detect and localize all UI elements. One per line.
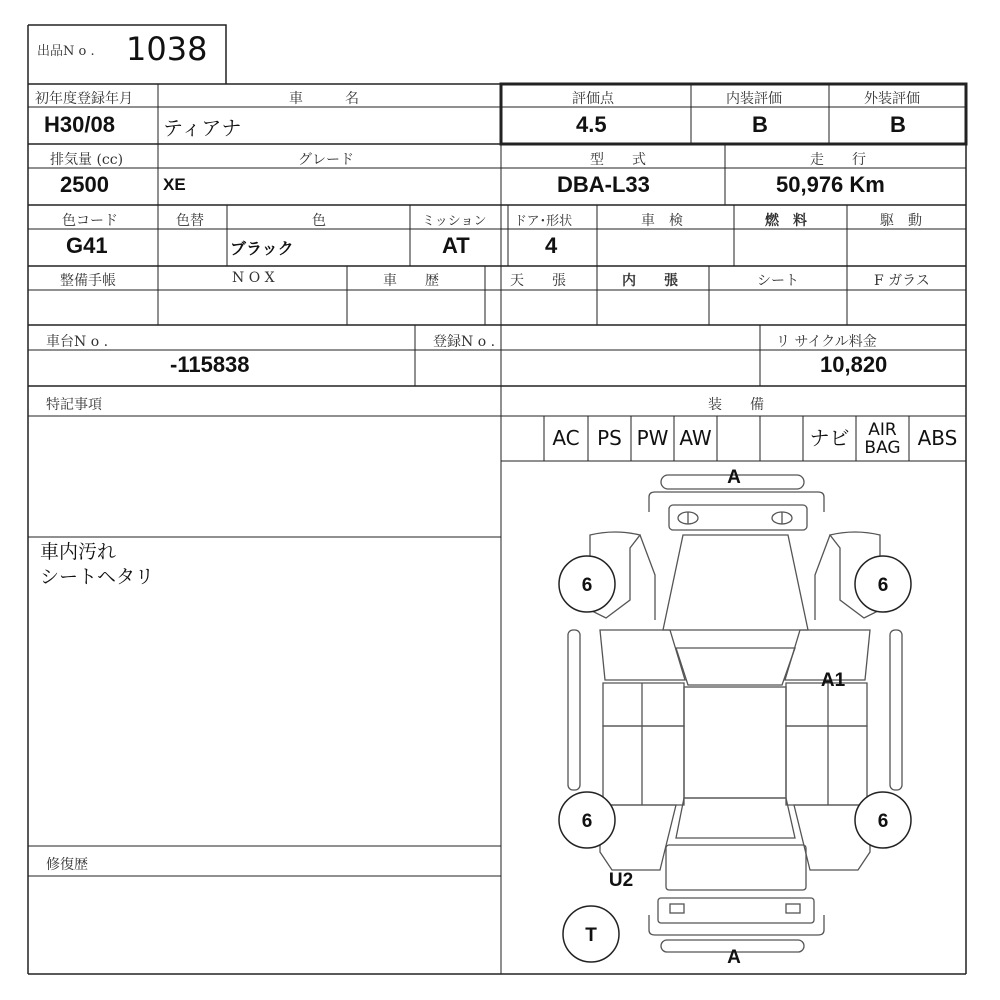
registration-number-label: 登録N o . — [433, 334, 496, 350]
trunk-lid — [666, 845, 806, 890]
displacement-label: 排気量 (cc) — [50, 152, 124, 168]
mark-tire-front-left: 6 — [581, 575, 593, 596]
left-rear-door — [603, 726, 684, 805]
left-front-door — [603, 683, 684, 726]
right-rear-door — [786, 726, 867, 805]
color-value: ブラック — [230, 239, 294, 258]
equipment-item: ナビ — [809, 426, 850, 450]
mileage-value: 50,976 Km — [776, 172, 885, 197]
mark-tire-rear-right: 6 — [877, 811, 889, 832]
rear-panel — [658, 898, 814, 923]
equipment-item: ABS — [917, 426, 958, 450]
right-side-sill — [890, 630, 902, 790]
equipment-item: PW — [636, 426, 669, 450]
registration-year-value: H30/08 — [44, 112, 115, 137]
lot-number: 1038 — [126, 30, 208, 68]
headliner-label: 天 張 — [510, 273, 566, 289]
registration-year-label: 初年度登録年月 — [35, 91, 133, 107]
equipment-item: PS — [597, 426, 622, 450]
color-code-label: 色コード — [62, 213, 118, 229]
mark-right-door: A1 — [820, 670, 846, 691]
model-label: 型 式 — [590, 152, 646, 168]
vehicle-history-label: 車 歴 — [383, 273, 439, 289]
windshield-label: F ガラス — [874, 273, 930, 289]
rear-left-lamp — [670, 904, 684, 913]
car-name-label: 車 名 — [289, 91, 359, 107]
front-bumper — [649, 492, 824, 512]
equipment-item: AIR BAG — [864, 419, 901, 458]
repaint-label: 色替 — [176, 213, 204, 229]
seat-label: シート — [757, 273, 799, 289]
car-name-value: ティアナ — [163, 116, 242, 140]
color-code-value: G41 — [66, 233, 108, 258]
equipment-label: 装 備 — [708, 397, 764, 413]
exterior-rating-label: 外装評価 — [864, 91, 920, 107]
mark-rear-left-quarter: U2 — [608, 870, 634, 891]
equipment-item: AC — [552, 426, 580, 450]
recycle-fee-label: リ サイクル料金 — [776, 334, 877, 350]
equipment-item: AW — [679, 426, 712, 450]
fuel-label: 燃 料 — [765, 213, 807, 229]
grade-value: XE — [163, 175, 186, 194]
rear-right-lamp — [786, 904, 800, 913]
model-value: DBA-L33 — [557, 172, 650, 197]
nox-label: N O X — [232, 270, 275, 286]
lot-number-label: 出品N o . — [37, 44, 95, 59]
score-value: 4.5 — [576, 112, 607, 137]
mark-tire-front-right: 6 — [877, 575, 889, 596]
exterior-rating-value: B — [890, 112, 906, 137]
rear-window — [676, 798, 795, 838]
hood — [663, 535, 808, 630]
roof — [684, 687, 786, 798]
left-a-pillar — [600, 630, 685, 680]
mark-rear-bottom: A — [727, 947, 741, 968]
doors-label: ドア･形状 — [514, 214, 573, 229]
transmission-label: ミッション — [422, 214, 487, 229]
inspection-label: 車 検 — [641, 213, 683, 229]
mark-spare-tire: T — [585, 925, 597, 946]
rear-bumper — [649, 915, 824, 935]
mileage-label: 走 行 — [810, 152, 866, 168]
recycle-fee-value: 10,820 — [820, 352, 888, 377]
score-label: 評価点 — [572, 91, 614, 107]
interior-rating-label: 内装評価 — [726, 91, 782, 107]
chassis-number-value: -115838 — [170, 352, 250, 377]
remarks-notes: 車内汚れ シートヘタリ — [40, 541, 155, 588]
displacement-value: 2500 — [60, 172, 109, 197]
left-side-sill — [568, 630, 580, 790]
mark-front-top: A — [727, 467, 741, 488]
mark-tire-rear-left: 6 — [581, 811, 593, 832]
repair-history-label: 修復歴 — [46, 857, 88, 873]
interior-rating-value: B — [752, 112, 768, 137]
grade-label: グレード — [298, 152, 354, 168]
transmission-value: AT — [442, 233, 470, 258]
windshield — [676, 648, 795, 685]
service-record-label: 整備手帳 — [60, 273, 116, 289]
interior-lining-label: 内 張 — [622, 273, 678, 289]
drive-label: 駆 動 — [880, 213, 922, 229]
doors-value: 4 — [545, 233, 558, 258]
front-grille — [669, 505, 807, 530]
color-label: 色 — [312, 213, 326, 229]
chassis-number-label: 車台N o . — [46, 334, 109, 350]
remarks-label: 特記事項 — [46, 397, 102, 413]
